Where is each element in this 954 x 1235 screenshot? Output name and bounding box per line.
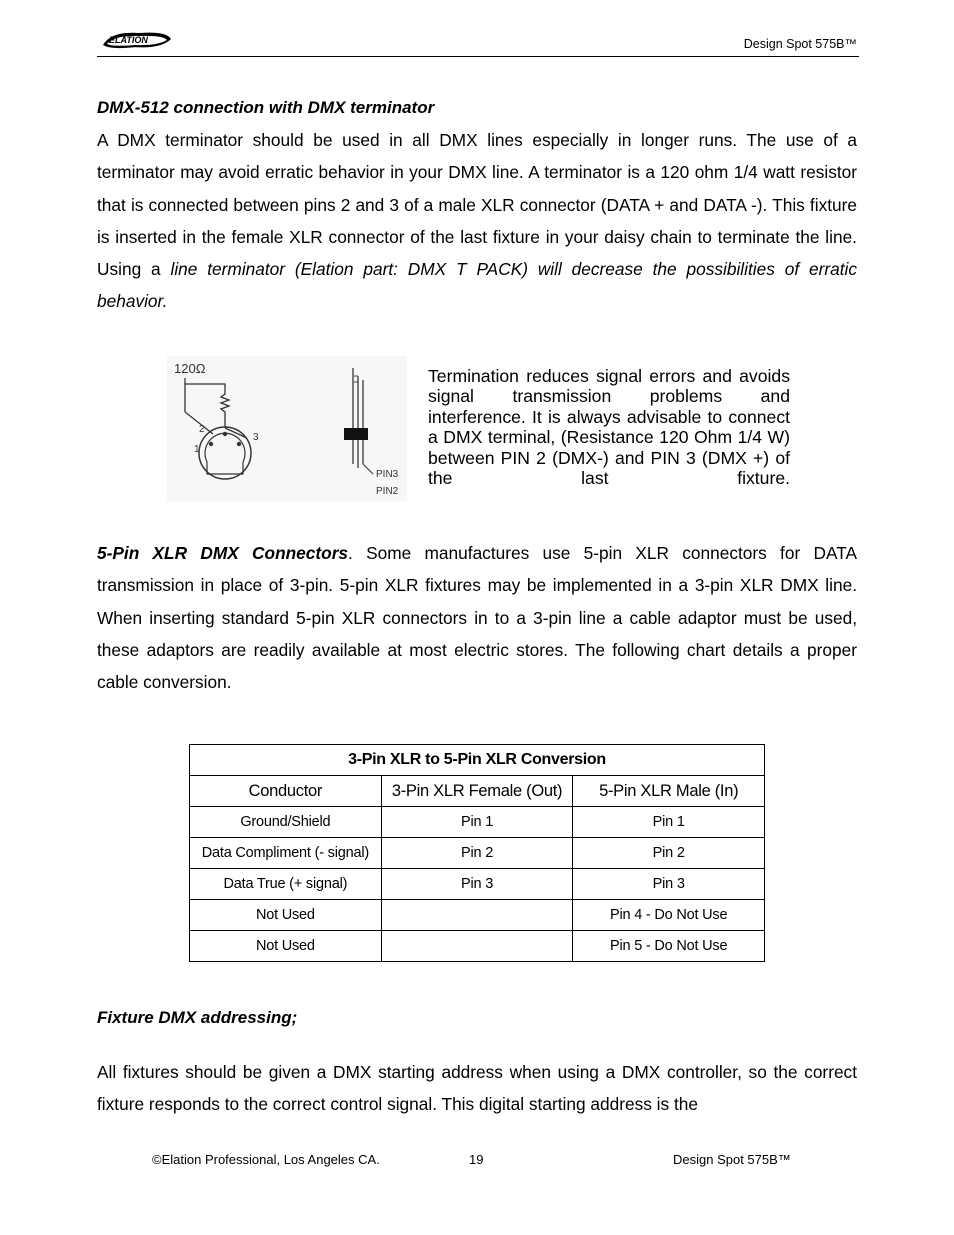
page-header xyxy=(97,26,859,57)
table-cell: Pin 2 xyxy=(381,838,573,869)
column-header-3pin: 3-Pin XLR Female (Out) xyxy=(381,776,573,807)
table-cell: Pin 1 xyxy=(573,807,765,838)
terminator-paragraph xyxy=(97,124,857,318)
terminator-body-italic: line terminator (Elation part: DMX T PACK) will decrease the possibilities of erratic behavior. xyxy=(97,259,857,312)
table-row xyxy=(190,931,765,962)
table-cell: Pin 4 - Do Not Use xyxy=(573,900,765,931)
table-cell xyxy=(381,931,573,962)
table-cell: Pin 3 xyxy=(573,869,765,900)
conversion-table xyxy=(189,744,765,962)
pin3-label: PIN3 xyxy=(376,469,399,480)
table-cell xyxy=(381,900,573,931)
xlr-pin-3 xyxy=(237,442,241,446)
footer-page-number: 19 xyxy=(469,1152,484,1167)
table-row xyxy=(190,869,765,900)
five-pin-body: . Some manufactures use 5-pin XLR connectors for DATA transmission in place of 3-pin. 5-pin XLR fixtures may be implemented in a 3-pin XLR DMX line. When inserting standard 5-pin XLR connectors in to a 3-pin line a cable adaptor must be used, these adaptors are readily available at most electric stores. The following chart details a proper cable conversion. xyxy=(97,543,857,693)
table-row xyxy=(190,838,765,869)
elation-logo xyxy=(101,30,173,50)
footer-product: Design Spot 575B™ xyxy=(673,1152,791,1167)
addressing-paragraph: All fixtures should be given a DMX starting address when using a DMX controller, so the correct fixture responds to the correct control signal. This digital starting address is the xyxy=(97,1062,857,1115)
section-heading-addressing: Fixture DMX addressing; xyxy=(97,1008,298,1027)
table-cell: Pin 3 xyxy=(381,869,573,900)
pin-label-2: 2 xyxy=(199,424,205,435)
header-product: Design Spot 575B™ xyxy=(743,37,857,51)
table-cell: Data Compliment (- signal) xyxy=(190,838,382,869)
section-heading-terminator: DMX-512 connection with DMX terminator xyxy=(97,98,435,117)
table-cell: Pin 5 - Do Not Use xyxy=(573,931,765,962)
pin2-label: PIN2 xyxy=(376,486,399,497)
logo-text: ELATION xyxy=(109,35,148,45)
terminator-diagram xyxy=(167,356,407,501)
connector-body xyxy=(344,428,368,440)
five-pin-paragraph xyxy=(97,537,857,698)
pin-label-1: 1 xyxy=(194,444,200,455)
pin-label-3: 3 xyxy=(253,432,259,443)
column-header-conductor: Conductor xyxy=(190,776,382,807)
table-cell: Not Used xyxy=(190,900,382,931)
five-pin-lead: 5-Pin XLR DMX Connectors xyxy=(97,543,349,563)
column-header-5pin: 5-Pin XLR Male (In) xyxy=(573,776,765,807)
table-cell: Ground/Shield xyxy=(190,807,382,838)
resistor-label: 120Ω xyxy=(174,361,206,376)
figure-caption: Termination reduces signal errors and avoids signal transmission problems and interference. It is always advisable to connect a DMX terminal, (Resistance 120 Ohm 1/4 W) between PIN 2 (DMX-) and PIN 3 (DMX +) of the last fixture. xyxy=(428,366,790,489)
table-row xyxy=(190,807,765,838)
table-cell: Pin 1 xyxy=(381,807,573,838)
terminator-body: A DMX terminator should be used in all DMX lines especially in longer runs. The use of a terminator may avoid erratic behavior in your DMX line. A terminator is a 120 ohm 1/4 watt resistor that is connected between pins 2 and 3 of a male XLR connector (DATA + and DATA -). This fixture is inserted in the female XLR connector of the last fixture in your daisy chain to terminate the line. Using a xyxy=(97,130,857,280)
table-title: 3-Pin XLR to 5-Pin XLR Conversion xyxy=(190,745,765,776)
xlr-pin-1 xyxy=(209,442,213,446)
table-header-row xyxy=(190,776,765,807)
logo-subtext: PROFESSIONAL xyxy=(120,45,141,49)
table-cell: Not Used xyxy=(190,931,382,962)
xlr-pin-2 xyxy=(223,432,227,436)
table-row xyxy=(190,900,765,931)
footer-copyright: ©Elation Professional, Los Angeles CA. xyxy=(152,1152,380,1167)
table-cell: Data True (+ signal) xyxy=(190,869,382,900)
table-cell: Pin 2 xyxy=(573,838,765,869)
